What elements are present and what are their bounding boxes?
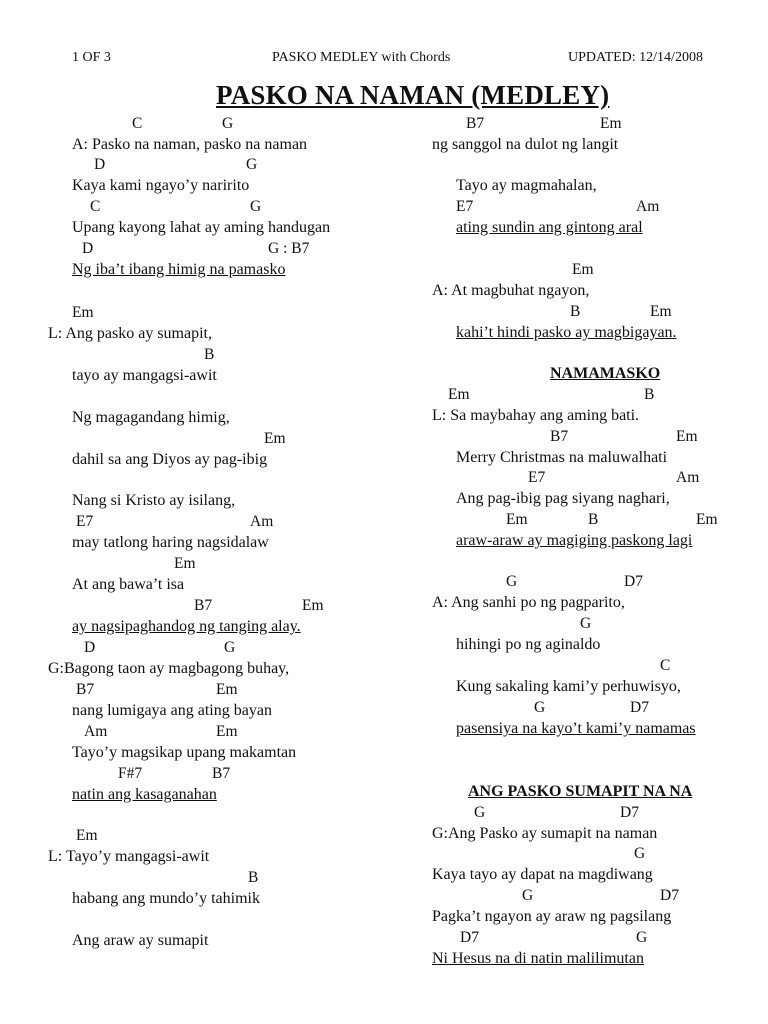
chord: Am: [636, 198, 660, 215]
chord: G: [634, 845, 646, 862]
lyric-line: dahil sa ang Diyos ay pag-ibig: [72, 451, 268, 468]
lyric-line: Upang kayong lahat ay aming handugan: [72, 219, 331, 236]
chord: D7: [620, 804, 639, 821]
chord: Em: [216, 723, 238, 740]
chord: B7: [550, 428, 569, 445]
lyric-line: Kaya tayo ay dapat na magdiwang: [432, 866, 653, 883]
chord: Em: [72, 304, 94, 321]
lyric-line: ating sundin ang gintong aral: [456, 219, 643, 236]
section-heading-ang-pasko-sumapit: ANG PASKO SUMAPIT NA NA: [468, 783, 693, 800]
chord: G: [222, 115, 234, 132]
chord: B: [248, 869, 259, 886]
chord: D7: [624, 573, 643, 590]
chord: B7: [212, 765, 231, 782]
chord: Em: [448, 386, 470, 403]
chord: Em: [174, 555, 196, 572]
lyric-line: Ang pag-ibig pag siyang naghari,: [456, 490, 670, 507]
document-title: PASKO MEDLEY with Chords: [272, 50, 451, 65]
lyric-line: ay nagsipaghandog ng tanging alay.: [72, 618, 301, 635]
chord: G: [246, 156, 258, 173]
chord: G: [522, 887, 534, 904]
chord: D: [84, 639, 96, 656]
updated-date: UPDATED: 12/14/2008: [568, 50, 703, 65]
chord: F#7: [118, 765, 143, 782]
lyric-line: pasensiya na kayo’t kami’y namamas: [456, 720, 696, 737]
lyric-line: Ng magagandang himig,: [72, 409, 230, 426]
chord: Em: [676, 428, 698, 445]
chord: E7: [76, 513, 94, 530]
chord: Em: [302, 597, 324, 614]
lyric-line: may tatlong haring nagsidalaw: [72, 534, 269, 551]
lyric-line: A: Pasko na naman, pasko na naman: [72, 136, 308, 153]
chord: Am: [250, 513, 274, 530]
lyric-line: Ang araw ay sumapit: [72, 932, 209, 949]
chord: E7: [528, 469, 546, 486]
chord: B: [204, 346, 215, 363]
lyric-line: Nang si Kristo ay isilang,: [72, 492, 236, 509]
page-number: 1 OF 3: [72, 50, 111, 65]
chord: B7: [466, 115, 485, 132]
lyric-line: nang lumigaya ang ating bayan: [72, 702, 272, 719]
chord: G: [474, 804, 486, 821]
chord: G: [636, 929, 648, 946]
lyric-line: tayo ay mangagsi-awit: [72, 367, 217, 384]
lyric-line: Tayo’y magsikap upang makamtan: [72, 744, 297, 761]
lyric-line: A: At magbuhat ngayon,: [432, 282, 590, 299]
chord: B7: [194, 597, 213, 614]
lyric-line: Pagka’t ngayon ay araw ng pagsilang: [432, 908, 672, 925]
chord: Am: [84, 723, 108, 740]
chord: G: [250, 198, 262, 215]
chord: E7: [456, 198, 474, 215]
chord: G: [580, 615, 592, 632]
lyric-line: L: Tayo’y mangagsi-awit: [48, 848, 210, 865]
main-title: PASKO NA NAMAN (MEDLEY): [216, 80, 610, 110]
chord: Em: [264, 430, 286, 447]
chord: Am: [676, 469, 700, 486]
chord: C: [90, 198, 101, 215]
chord: C: [132, 115, 143, 132]
chord: Em: [600, 115, 622, 132]
chord: G: [534, 699, 546, 716]
lyric-line: G:Bagong taon ay magbagong buhay,: [48, 660, 290, 677]
lyric-line: Ng iba’t ibang himig na pamasko: [72, 261, 286, 278]
lyric-line: Tayo ay magmahalan,: [456, 177, 597, 194]
chord: G : B7: [268, 240, 310, 257]
chord: D7: [460, 929, 479, 946]
lyric-line: G:Ang Pasko ay sumapit na naman: [432, 825, 658, 842]
lyric-line: Kaya kami ngayo’y naririto: [72, 177, 250, 194]
chord: B: [570, 303, 581, 320]
lyric-line: Kung sakaling kami’y perhuwisyo,: [456, 678, 681, 695]
lyric-line: natin ang kasaganahan: [72, 786, 217, 803]
chord: D7: [630, 699, 649, 716]
chord: B: [644, 386, 655, 403]
lyric-line: ng sanggol na dulot ng langit: [432, 136, 619, 153]
chord: G: [224, 639, 236, 656]
chord: Em: [696, 511, 718, 528]
chord: Em: [216, 681, 238, 698]
chord: B7: [76, 681, 95, 698]
chord: D: [94, 156, 106, 173]
lyric-line: hihingi po ng aginaldo: [456, 636, 601, 653]
chord: Em: [572, 261, 594, 278]
chord: Em: [76, 827, 98, 844]
lyric-line: At ang bawa’t isa: [72, 576, 185, 593]
chord: D: [82, 240, 94, 257]
chord: Em: [506, 511, 528, 528]
section-heading-namamasko: NAMAMASKO: [550, 365, 661, 382]
lyric-line: araw-araw ay magiging paskong lagi: [456, 532, 693, 549]
chord: D7: [660, 887, 679, 904]
chord: B: [588, 511, 599, 528]
chord: Em: [650, 303, 672, 320]
lyric-line: Merry Christmas na maluwalhati: [456, 449, 668, 466]
lyric-line: kahi’t hindi pasko ay magbigayan.: [456, 324, 677, 341]
lyric-line: L: Ang pasko ay sumapit,: [48, 325, 212, 342]
chord: C: [660, 657, 671, 674]
chord: G: [506, 573, 518, 590]
lyric-line: habang ang mundo’y tahimik: [72, 890, 260, 907]
lyric-line: L: Sa maybahay ang aming bati.: [432, 407, 640, 424]
lyric-line: A: Ang sanhi po ng pagparito,: [432, 594, 625, 611]
lyric-line: Ni Hesus na di natin malilimutan: [432, 950, 644, 967]
